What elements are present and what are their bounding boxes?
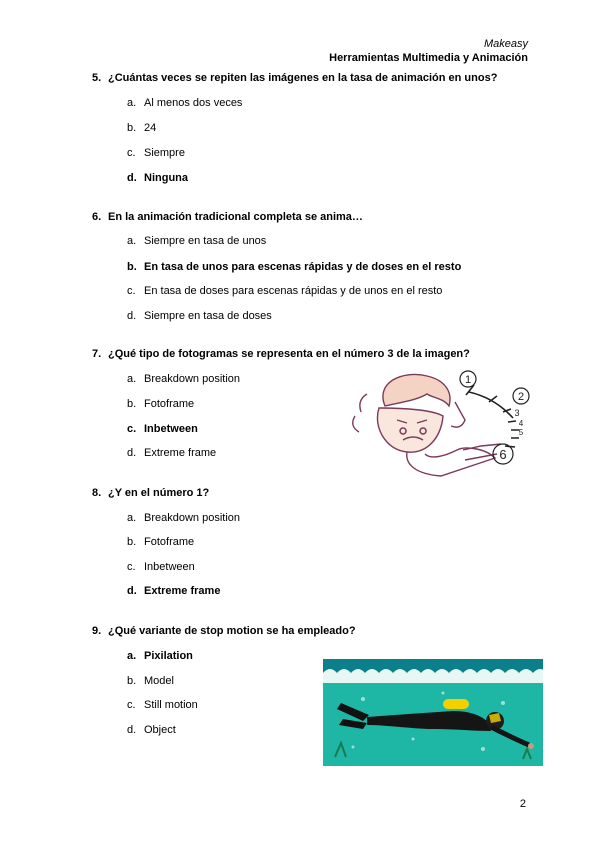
option-letter: b. — [127, 398, 137, 410]
option-5d-correct — [127, 172, 188, 184]
option-text: En tasa de doses para escenas rápidas y de unos en el resto — [144, 285, 443, 297]
option-letter: a. — [127, 235, 137, 247]
option-letter: a. — [127, 512, 137, 524]
sketch-label-5: 5 — [518, 428, 524, 437]
option-text: En tasa de unos para escenas rápidas y de doses en el resto — [144, 261, 462, 273]
option-9d — [127, 724, 176, 736]
option-letter: d. — [127, 585, 137, 597]
option-text: Fotoframe — [144, 398, 195, 410]
brand-name: Makeasy — [483, 38, 528, 50]
sketch-label-4: 4 — [518, 419, 524, 428]
option-6d — [127, 310, 272, 322]
sketch-label-1: 1 — [464, 374, 472, 386]
option-8b — [127, 536, 194, 548]
option-text: Siempre en tasa de unos — [144, 235, 267, 247]
question-number: 8. — [92, 487, 102, 499]
option-text: Al menos dos veces — [144, 97, 243, 109]
option-text: Extreme frame — [144, 447, 217, 459]
question-8 — [92, 487, 209, 499]
question-text: ¿Cuántas veces se repiten las imágenes en la tasa de animación en unos? — [108, 72, 498, 84]
option-text: Pixilation — [144, 650, 193, 662]
option-text: Siempre en tasa de doses — [144, 310, 272, 322]
option-letter: c. — [127, 561, 136, 573]
question-9 — [92, 625, 356, 637]
sketch-label-6: 6 — [499, 447, 507, 462]
option-letter: b. — [127, 536, 137, 548]
option-text: 24 — [144, 122, 157, 134]
option-text: Ninguna — [144, 172, 188, 184]
question-5 — [92, 72, 497, 84]
option-letter: d. — [127, 447, 137, 459]
question-number: 5. — [92, 72, 102, 84]
option-letter: a. — [127, 97, 137, 109]
option-5a — [127, 97, 242, 109]
question-number: 9. — [92, 625, 102, 637]
question-number: 6. — [92, 211, 102, 223]
option-6a — [127, 235, 266, 247]
option-letter: c. — [127, 285, 136, 297]
question-text: ¿Qué variante de stop motion se ha empleado? — [108, 625, 356, 637]
option-6b-correct — [127, 261, 461, 273]
option-text: Still motion — [144, 699, 198, 711]
option-8a — [127, 512, 240, 524]
option-5c — [127, 147, 185, 159]
question-text: ¿Qué tipo de fotogramas se representa en el número 3 de la imagen? — [108, 348, 470, 360]
option-7b — [127, 398, 194, 410]
animation-sketch-image — [345, 368, 530, 478]
question-7 — [92, 348, 470, 360]
option-letter: c. — [127, 147, 136, 159]
option-6c — [127, 285, 442, 297]
option-letter: b. — [127, 261, 137, 273]
page-number: 2 — [519, 798, 526, 810]
option-8c — [127, 561, 195, 573]
option-letter: a. — [127, 650, 137, 662]
option-letter: c. — [127, 423, 137, 435]
option-text: Inbetween — [144, 423, 198, 435]
option-text: Breakdown position — [144, 512, 241, 524]
option-letter: c. — [127, 699, 136, 711]
question-number: 7. — [92, 348, 102, 360]
option-text: Model — [144, 675, 174, 687]
subject-title: Herramientas Multimedia y Animación — [329, 52, 528, 64]
question-6 — [92, 211, 363, 223]
option-letter: b. — [127, 675, 137, 687]
option-7c-correct — [127, 423, 198, 435]
option-letter: a. — [127, 373, 137, 385]
option-9a-correct — [127, 650, 193, 662]
option-text: Object — [144, 724, 176, 736]
option-9c — [127, 699, 198, 711]
option-text: Inbetween — [144, 561, 195, 573]
option-letter: b. — [127, 122, 137, 134]
option-letter: d. — [127, 310, 137, 322]
option-text: Siempre — [144, 147, 185, 159]
sketch-label-2: 2 — [517, 391, 525, 403]
option-8d-correct — [127, 585, 220, 597]
option-7d — [127, 447, 216, 459]
option-text: Breakdown position — [144, 373, 241, 385]
option-letter: d. — [127, 172, 137, 184]
option-text: Fotoframe — [144, 536, 195, 548]
option-5b — [127, 122, 156, 134]
option-text: Extreme frame — [144, 585, 221, 597]
question-text: En la animación tradicional completa se anima… — [108, 211, 363, 223]
question-text: ¿Y en el número 1? — [108, 487, 210, 499]
pixilation-diver-photo — [323, 659, 543, 766]
sketch-label-3: 3 — [514, 408, 520, 418]
page-header — [329, 37, 528, 65]
option-letter: d. — [127, 724, 137, 736]
option-9b — [127, 675, 174, 687]
option-7a — [127, 373, 240, 385]
